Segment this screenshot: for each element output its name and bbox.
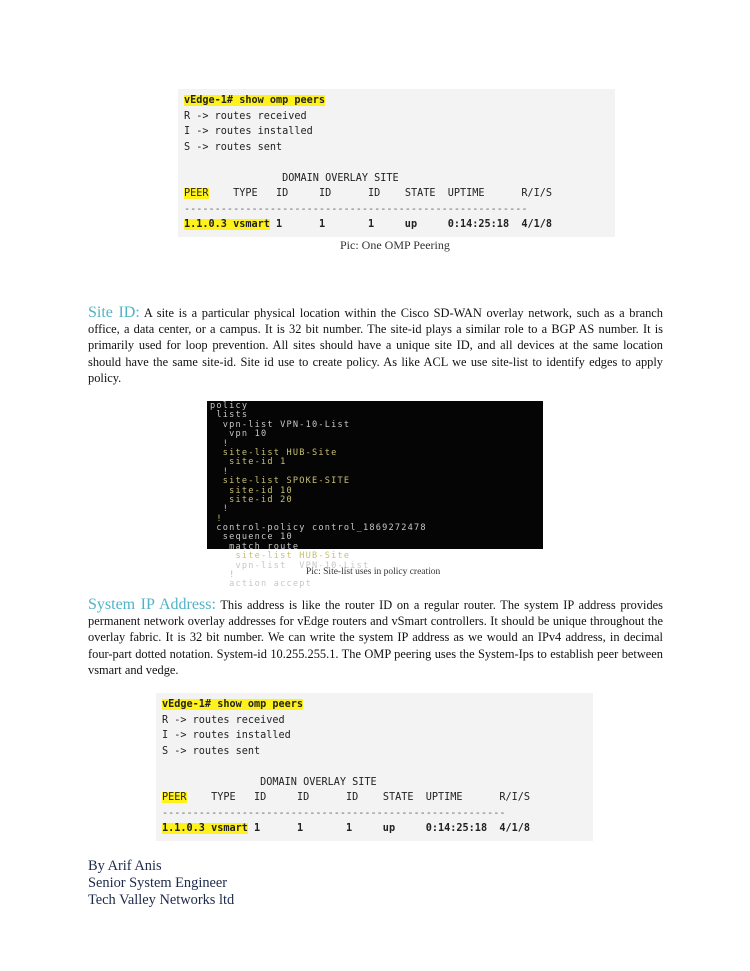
- command-line: vEdge-1# show omp peers: [162, 699, 304, 710]
- config-line: !: [210, 438, 230, 449]
- table-row: 1 1 1 up 0:14:25:18 4/1/8: [269, 219, 553, 230]
- config-line: site-id 20: [210, 494, 293, 505]
- legend-line: S -> routes sent: [184, 141, 283, 153]
- legend-line: I -> routes installed: [184, 126, 313, 137]
- config-line: match route: [210, 541, 300, 552]
- omp-peers-output-2: [156, 693, 593, 841]
- peer-value: 1.1.0.3 vsmart: [184, 219, 270, 230]
- system-ip-heading: System IP Address:: [88, 596, 216, 613]
- config-line: vpn 10: [210, 429, 268, 440]
- config-line: vpn-list VPN-10-List: [210, 560, 370, 571]
- legend-line: S -> routes sent: [162, 745, 261, 757]
- author-company: Tech Valley Networks ltd: [88, 892, 235, 908]
- caption-site-list: Pic: Site-list uses in policy creation: [306, 567, 441, 577]
- site-id-paragraph: [88, 305, 663, 386]
- divider: --------------------------------------------------------: [162, 807, 506, 819]
- legend-line: R -> routes received: [162, 714, 285, 726]
- config-line: policy: [210, 401, 249, 411]
- table-header-top: DOMAIN OVERLAY SITE: [162, 776, 377, 788]
- author-block: [88, 858, 234, 909]
- author-name: By Arif Anis: [88, 858, 162, 874]
- header-peer: PEER: [184, 188, 209, 199]
- config-line: !: [210, 513, 223, 524]
- divider: --------------------------------------------------------: [184, 203, 528, 215]
- system-ip-paragraph: [88, 597, 663, 678]
- system-ip-text: This address is like the router ID on a regular router. The system IP address provides permanent network overlay addresses for vEdge routers and vSmart controllers. It should be unique throughout the overlay fabric. It is 32 bit number. We can write the system IP address as we would an IPv4 address, in decimal four-part dotted notation. System-id 10.255.255.1. The OMP peering uses the System-Ips to establish peer between vsmart and vedge.: [88, 598, 663, 677]
- site-id-text: A site is a particular physical location within the Cisco SD-WAN overlay network, such as a branch office, a data center, or a campus. It is 32 bit number. The site-id plays a similar role to a BGP AS number. It is primarily used for loop prevention. All sites should have a unique site ID, and all devices at the same location should have the same site-id. Site id use to create policy. As like ACL we use site-list to identify edges to apply policy.: [88, 306, 663, 385]
- config-line: vpn-list VPN-10-List: [210, 419, 351, 430]
- command-line: vEdge-1# show omp peers: [184, 95, 326, 106]
- header-peer: PEER: [162, 792, 187, 803]
- author-title: Senior System Engineer: [88, 875, 228, 891]
- omp-peers-output-1: [178, 89, 615, 237]
- config-line: site-id 1: [210, 457, 287, 468]
- legend-line: R -> routes received: [184, 110, 307, 122]
- table-header: TYPE ID ID ID STATE UPTIME R/I/S: [186, 792, 531, 803]
- config-line: site-list SPOKE-SITE: [210, 476, 351, 487]
- config-line: !: [210, 504, 230, 515]
- site-id-heading: Site ID:: [88, 304, 140, 321]
- table-header-top: DOMAIN OVERLAY SITE: [184, 172, 399, 184]
- peer-value: 1.1.0.3 vsmart: [162, 823, 248, 834]
- config-line: site-list HUB-Site: [210, 447, 338, 458]
- table-header: TYPE ID ID ID STATE UPTIME R/I/S: [208, 188, 553, 199]
- config-line: lists: [210, 410, 249, 421]
- caption-omp-peering: Pic: One OMP Peering: [340, 238, 450, 252]
- table-row: 1 1 1 up 0:14:25:18 4/1/8: [247, 823, 531, 834]
- config-line: control-policy control_1869272478: [210, 523, 427, 534]
- config-line: !: [210, 570, 236, 581]
- config-line: sequence 10: [210, 532, 293, 543]
- config-line: site-list HUB-Site: [210, 551, 351, 562]
- config-line: !: [210, 466, 230, 477]
- config-line: site-id 10: [210, 485, 293, 496]
- config-line: action accept: [210, 579, 312, 590]
- legend-line: I -> routes installed: [162, 730, 291, 741]
